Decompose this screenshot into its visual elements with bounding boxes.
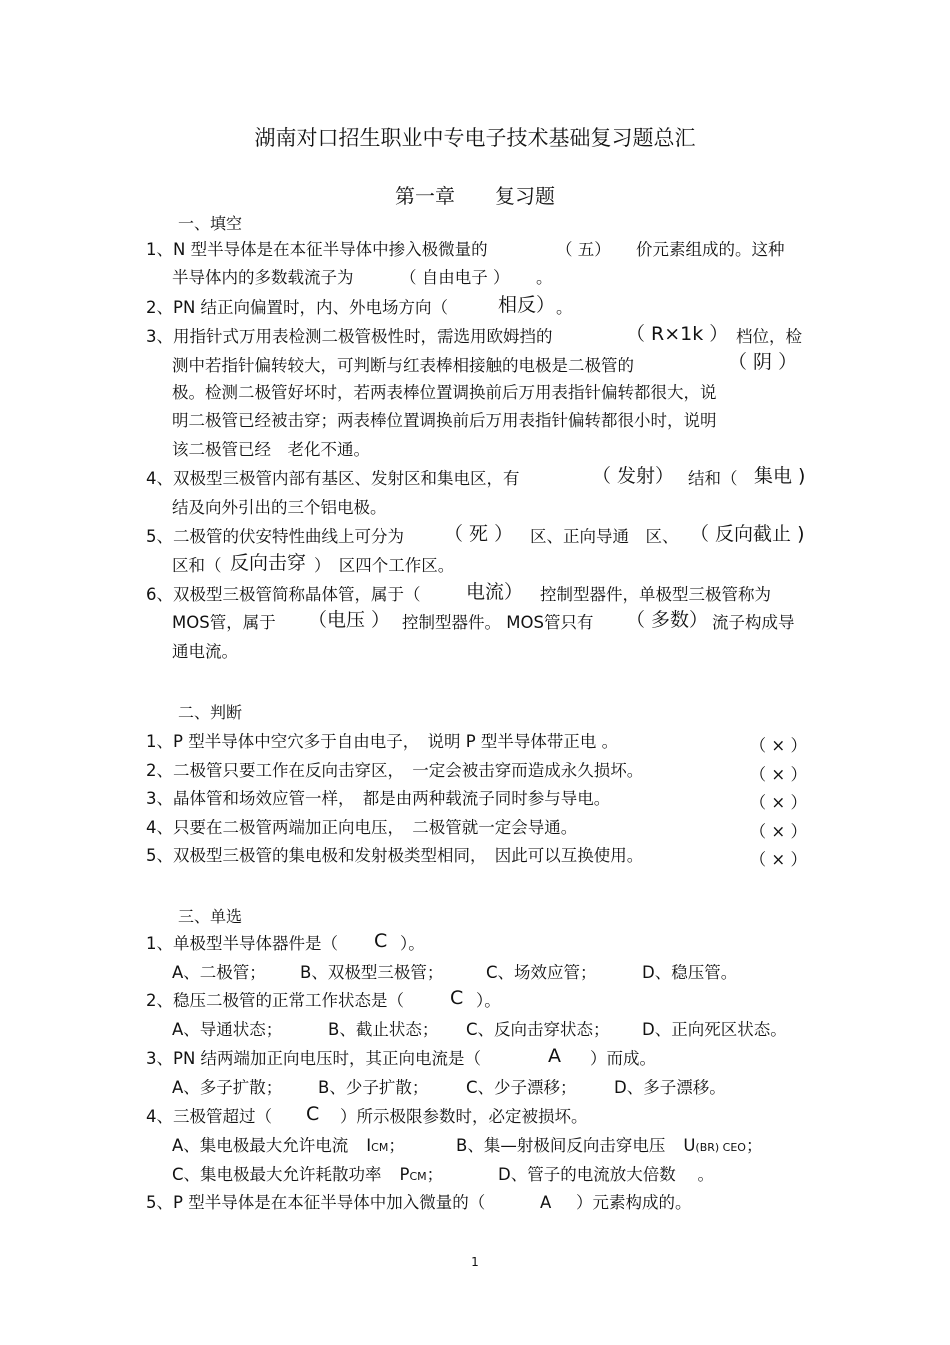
judge-text: 4、只要在二极管两端加正向电压， 二极管就一定会导通。	[146, 818, 578, 837]
judge-text: 3、晶体管和场效应管一样， 都是由两种载流子同时参与导电。	[146, 789, 611, 808]
option-b: B、双极型三极管；	[300, 963, 444, 982]
question-text: 控制型器件。 MOS管只有	[402, 613, 594, 632]
question-text: 档位，检	[736, 327, 802, 346]
judge-text: 5、双极型三极管的集电极和发射极类型相同， 因此可以互换使用。	[146, 846, 644, 865]
question-text: 1、N 型半导体是在本征半导体中掺入极微量的	[146, 240, 488, 259]
answer-text: 电流）	[466, 581, 524, 603]
section-heading-single: 三、单选	[178, 907, 243, 926]
answer-text: （ R×1k ）	[626, 323, 729, 345]
question-text: 极。检测二极管好坏时，若两表棒位置调换前后万用表指针偏转都很大，说	[172, 383, 717, 402]
answer-text: （电压 ）	[308, 609, 391, 631]
question-text: 该二极管已经 老化不通。	[172, 440, 370, 459]
judge-text: 1、P 型半导体中空穴多于自由电子， 说明 P 型半导体带正电 。	[146, 732, 619, 751]
question-stem: 3、PN 结两端加正向电压时，其正向电流是（	[146, 1049, 482, 1068]
question-text: 结和（	[688, 469, 738, 488]
answer-text: （ 多数）	[626, 609, 709, 631]
answer-letter: A	[540, 1193, 552, 1212]
option-b: B、集—射极间反向击穿电压 U(BR) CEO；	[456, 1136, 763, 1155]
chapter-title: 第一章 复习题	[395, 184, 555, 208]
question-text: 明二极管已经被击穿；两表棒位置调换前后万用表指针偏转都很小时，说明	[172, 411, 717, 430]
option-d: D、管子的电流放大倍数 。	[498, 1165, 714, 1184]
section-heading-judge: 二、判断	[178, 703, 243, 722]
question-stem: ）。	[400, 934, 425, 953]
question-text: 流子构成导	[712, 613, 795, 632]
option-b: B、截止状态；	[328, 1020, 439, 1039]
option-c: C、场效应管；	[486, 963, 597, 982]
option-d: D、正向死区状态。	[642, 1020, 787, 1039]
answer-text: 集电 )	[754, 465, 806, 487]
question-text: 区、正向导通 区、	[530, 527, 679, 546]
question-text: 价元素组成的。这种	[636, 240, 785, 259]
question-text: 2、PN 结正向偏置时，内、外电场方向（	[146, 298, 449, 317]
question-text: 4、双极型三极管内部有基区、发射区和集电区，有	[146, 469, 520, 488]
question-stem: 5、P 型半导体是在本征半导体中加入微量的（	[146, 1193, 486, 1212]
answer-letter: A	[548, 1045, 561, 1067]
option-a: A、二极管；	[172, 963, 266, 982]
question-stem: ）而成。	[590, 1049, 656, 1068]
question-stem: 1、单极型半导体器件是（	[146, 934, 338, 953]
question-text: 半导体内的多数载流子为	[172, 268, 354, 287]
question-text: ） 区四个工作区。	[314, 556, 455, 575]
answer-letter: C	[450, 987, 464, 1009]
judge-text: 2、二极管只要工作在反向击穿区， 一定会被击穿而造成永久损坏。	[146, 761, 644, 780]
question-text: 5、二极管的伏安特性曲线上可分为	[146, 527, 404, 546]
question-stem: ）元素构成的。	[576, 1193, 692, 1212]
document-title: 湖南对口招生职业中专电子技术基础复习题总汇	[254, 126, 696, 150]
option-a: A、集电极最大允许电流 ICM；	[172, 1136, 405, 1155]
page-number: 1	[471, 1255, 479, 1269]
judge-mark: （ × ）	[749, 793, 807, 812]
answer-text: （ 发射）	[592, 465, 675, 487]
answer-letter: C	[374, 930, 388, 952]
question-stem: ）。	[476, 991, 501, 1010]
question-text: 通电流。	[172, 642, 238, 661]
question-text: 区和（	[172, 556, 222, 575]
judge-mark: （ × ）	[749, 765, 807, 784]
answer-letter: C	[306, 1103, 320, 1125]
question-text: 结及向外引出的三个铝电极。	[172, 498, 387, 517]
section-heading-fill: 一、填空	[178, 214, 243, 233]
answer-text: （ 阴 ）	[728, 351, 798, 373]
option-c: C、集电极最大允许耗散功率 PCM；	[172, 1165, 444, 1184]
judge-mark: （ × ）	[749, 736, 807, 755]
answer-text: （ 死 ）	[444, 523, 514, 545]
question-text: 。	[536, 268, 553, 287]
question-stem: 2、稳压二极管的正常工作状态是（	[146, 991, 404, 1010]
question-text: 3、用指针式万用表检测二极管极性时，需选用欧姆挡的	[146, 327, 553, 346]
option-d: D、稳压管。	[642, 963, 738, 982]
option-d: D、多子漂移。	[614, 1078, 726, 1097]
question-text: 控制型器件，单极型三极管称为	[540, 585, 771, 604]
answer-text: 反向击穿	[230, 552, 307, 574]
option-a: A、导通状态；	[172, 1020, 283, 1039]
option-c: C、反向击穿状态；	[466, 1020, 610, 1039]
option-c: C、少子漂移；	[466, 1078, 577, 1097]
question-stem: ）所示极限参数时，必定被损坏。	[340, 1107, 588, 1126]
question-text: MOS管，属于	[172, 613, 276, 632]
question-text: 。	[556, 298, 573, 317]
question-text: 测中若指针偏转较大，可判断与红表棒相接触的电极是二极管的	[172, 356, 634, 375]
answer-text: 相反）	[498, 294, 556, 316]
question-stem: 4、三极管超过（	[146, 1107, 272, 1126]
option-a: A、多子扩散；	[172, 1078, 283, 1097]
option-b: B、少子扩散；	[318, 1078, 429, 1097]
answer-text: （ 反向截止 )	[690, 523, 805, 545]
question-text: 6、双极型三极管简称晶体管，属于（	[146, 585, 421, 604]
judge-mark: （ × ）	[749, 822, 807, 841]
judge-mark: （ × ）	[749, 850, 807, 869]
answer-text: （ 自由电子 ）	[400, 268, 510, 287]
answer-text: （ 五）	[556, 240, 611, 259]
